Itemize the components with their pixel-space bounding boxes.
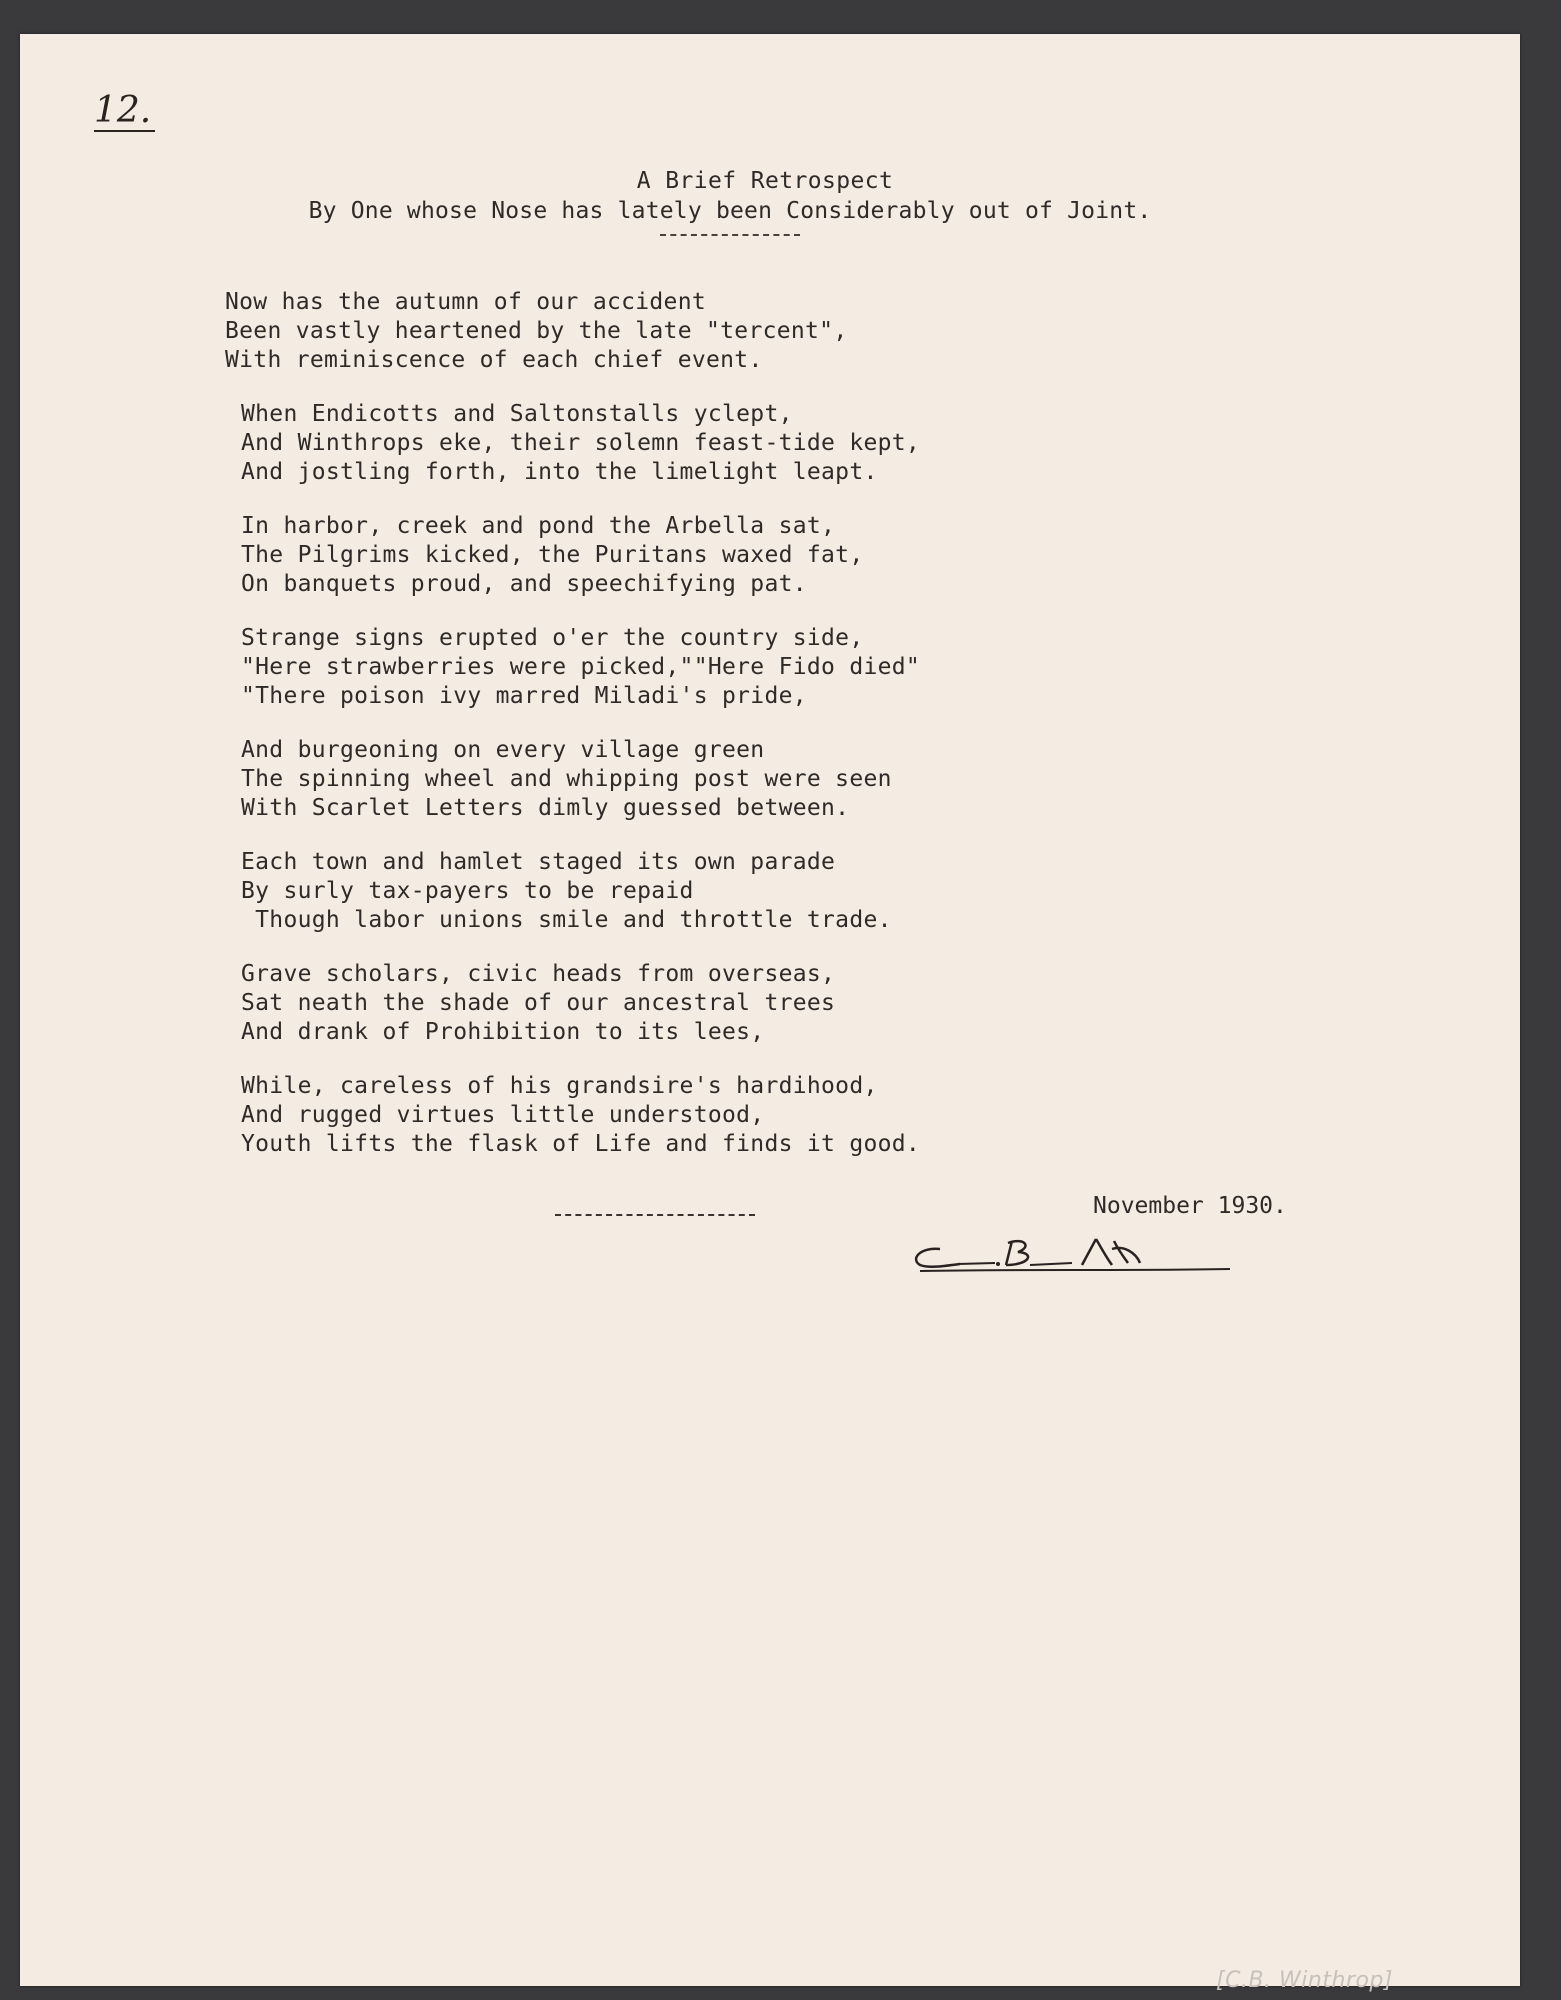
poem-line: Now has the autumn of our accident [225,289,707,315]
poem-line: By surly tax-payers to be repaid [241,878,694,904]
poem-line: The Pilgrims kicked, the Puritans waxed fat, [241,542,864,568]
typed-page [20,34,1520,1993]
poem-line: The spinning wheel and whipping post were seen [241,766,892,792]
stanza [225,288,920,375]
poem-line: Grave scholars, civic heads from overseas, [241,961,836,987]
poem-line: "Here strawberries were picked,""Here Fido died" [241,654,921,680]
poem-line: Sat neath the shade of our ancestral trees [241,990,836,1016]
poem-line: Each town and hamlet staged its own parade [241,849,836,875]
poem-line: And drank of Prohibition to its lees, [241,1019,765,1045]
poem-heading [20,168,1440,236]
poem-line: Been vastly heartened by the late "tercent", [225,318,848,344]
poem-line: And burgeoning on every village green [241,737,765,763]
end-divider [555,1214,755,1216]
title-divider [660,234,800,236]
poem-line: And jostling forth, into the limelight leapt. [241,459,878,485]
stanza [241,848,920,935]
stanza [241,624,920,711]
poem-title: A Brief Retrospect [636,168,894,194]
poem-line: And rugged virtues little understood, [241,1102,765,1128]
stanza [241,960,920,1047]
poem-subtitle: By One whose Nose has lately been Considerably out of Joint. [308,198,1152,224]
poem-line: When Endicotts and Saltonstalls yclept, [241,401,793,427]
poem-line: Youth lifts the flask of Life and finds it good. [241,1131,921,1157]
poem-line: And Winthrops eke, their solemn feast-tide kept, [241,430,921,456]
stanza [241,1072,920,1159]
stanza [241,736,920,823]
archival-pencil-note: [C.B. Winthrop] [1216,1968,1393,1993]
stanza [241,512,920,599]
poem-line: In harbor, creek and pond the Arbella sat, [241,513,836,539]
poem-line: On banquets proud, and speechifying pat. [241,571,807,597]
poem-body [225,288,920,1184]
poem-date: November 1930. [1093,1193,1287,1219]
poem-line: Though labor unions smile and throttle trade. [241,907,892,933]
stanza [241,400,920,487]
poem-line: "There poison ivy marred Miladi's pride, [241,683,807,709]
handwritten-signature [900,1219,1240,1289]
poem-line: While, careless of his grandsire's hardihood, [241,1073,878,1099]
poem-line: Strange signs erupted o'er the country side, [241,625,864,651]
poem-line: With Scarlet Letters dimly guessed between. [241,795,850,821]
poem-line: With reminiscence of each chief event. [225,347,763,373]
page-number: 12. [94,92,155,132]
